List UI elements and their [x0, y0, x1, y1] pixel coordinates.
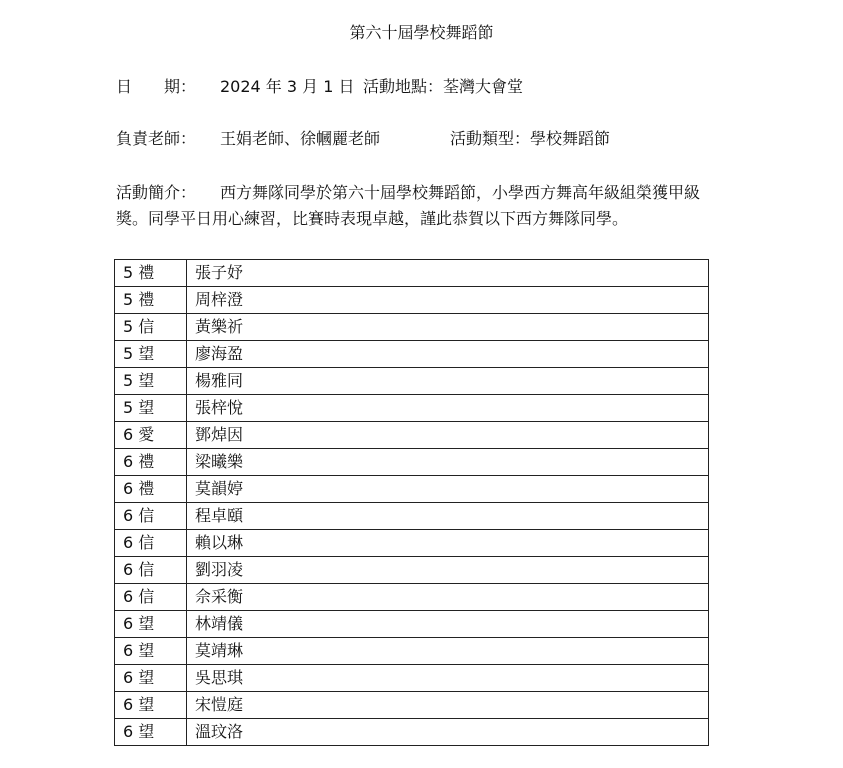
student-name: 梁曦樂: [187, 449, 709, 476]
student-class: 6 信: [115, 557, 187, 584]
student-class: 5 望: [115, 368, 187, 395]
table-row: [115, 395, 709, 422]
students-table-body: [115, 260, 709, 746]
student-name: 廖海盈: [187, 341, 709, 368]
student-name: 黃樂祈: [187, 314, 709, 341]
table-row: [115, 557, 709, 584]
student-class: 6 愛: [115, 422, 187, 449]
table-row: [115, 584, 709, 611]
students-table: [114, 259, 709, 746]
student-class: 5 望: [115, 395, 187, 422]
student-name: 劉羽凌: [187, 557, 709, 584]
table-row: [115, 368, 709, 395]
table-row: [115, 476, 709, 503]
table-row: [115, 719, 709, 746]
student-name: 賴以琳: [187, 530, 709, 557]
student-name: 宋愷庭: [187, 692, 709, 719]
table-row: [115, 638, 709, 665]
table-row: [115, 314, 709, 341]
student-name: 周梓澄: [187, 287, 709, 314]
intro-text: 西方舞隊同學於第六十屆學校舞蹈節，小學西方舞高年級組榮獲甲級獎。同學平日用心練習，比賽時表現卓越，謹此恭賀以下西方舞隊同學。: [116, 183, 701, 228]
date-value: 2024 年 3 月 1 日: [220, 77, 355, 96]
table-row: [115, 287, 709, 314]
student-class: 5 禮: [115, 287, 187, 314]
student-class: 6 望: [115, 638, 187, 665]
student-name: 楊雅同: [187, 368, 709, 395]
activity-type-value: 學校舞蹈節: [530, 129, 611, 148]
student-class: 6 望: [115, 611, 187, 638]
student-class: 6 望: [115, 665, 187, 692]
date-label: 日 期：: [116, 77, 197, 96]
student-class: 6 信: [115, 530, 187, 557]
student-class: 5 信: [115, 314, 187, 341]
activity-type-label: 活動類型：: [450, 129, 531, 148]
table-row: [115, 260, 709, 287]
student-class: 6 禮: [115, 476, 187, 503]
student-class: 6 信: [115, 584, 187, 611]
student-class: 6 望: [115, 719, 187, 746]
student-name: 佘采衡: [187, 584, 709, 611]
table-row: [115, 692, 709, 719]
student-name: 鄧焯因: [187, 422, 709, 449]
document-title: 第六十屆學校舞蹈節: [349, 23, 494, 42]
student-name: 程卓頤: [187, 503, 709, 530]
student-class: 6 禮: [115, 449, 187, 476]
intro-paragraph: [116, 180, 726, 232]
student-name: 林靖儀: [187, 611, 709, 638]
student-class: 5 禮: [115, 260, 187, 287]
table-row: [115, 449, 709, 476]
table-row: [115, 611, 709, 638]
student-name: 莫韻婷: [187, 476, 709, 503]
student-name: 莫靖琳: [187, 638, 709, 665]
table-row: [115, 503, 709, 530]
venue-value: 荃灣大會堂: [443, 77, 524, 96]
student-name: 吳思琪: [187, 665, 709, 692]
student-class: 6 望: [115, 692, 187, 719]
table-row: [115, 530, 709, 557]
student-name: 張子妤: [187, 260, 709, 287]
student-name: 張梓悅: [187, 395, 709, 422]
table-row: [115, 422, 709, 449]
intro-label: 活動簡介：: [116, 183, 197, 202]
student-class: 6 信: [115, 503, 187, 530]
student-class: 5 望: [115, 341, 187, 368]
venue-label: 活動地點：: [363, 77, 444, 96]
teachers-value: 王娟老師、徐幗麗老師: [220, 129, 381, 148]
student-name: 溫玟洛: [187, 719, 709, 746]
table-row: [115, 665, 709, 692]
teachers-label: 負責老師：: [116, 129, 197, 148]
table-row: [115, 341, 709, 368]
